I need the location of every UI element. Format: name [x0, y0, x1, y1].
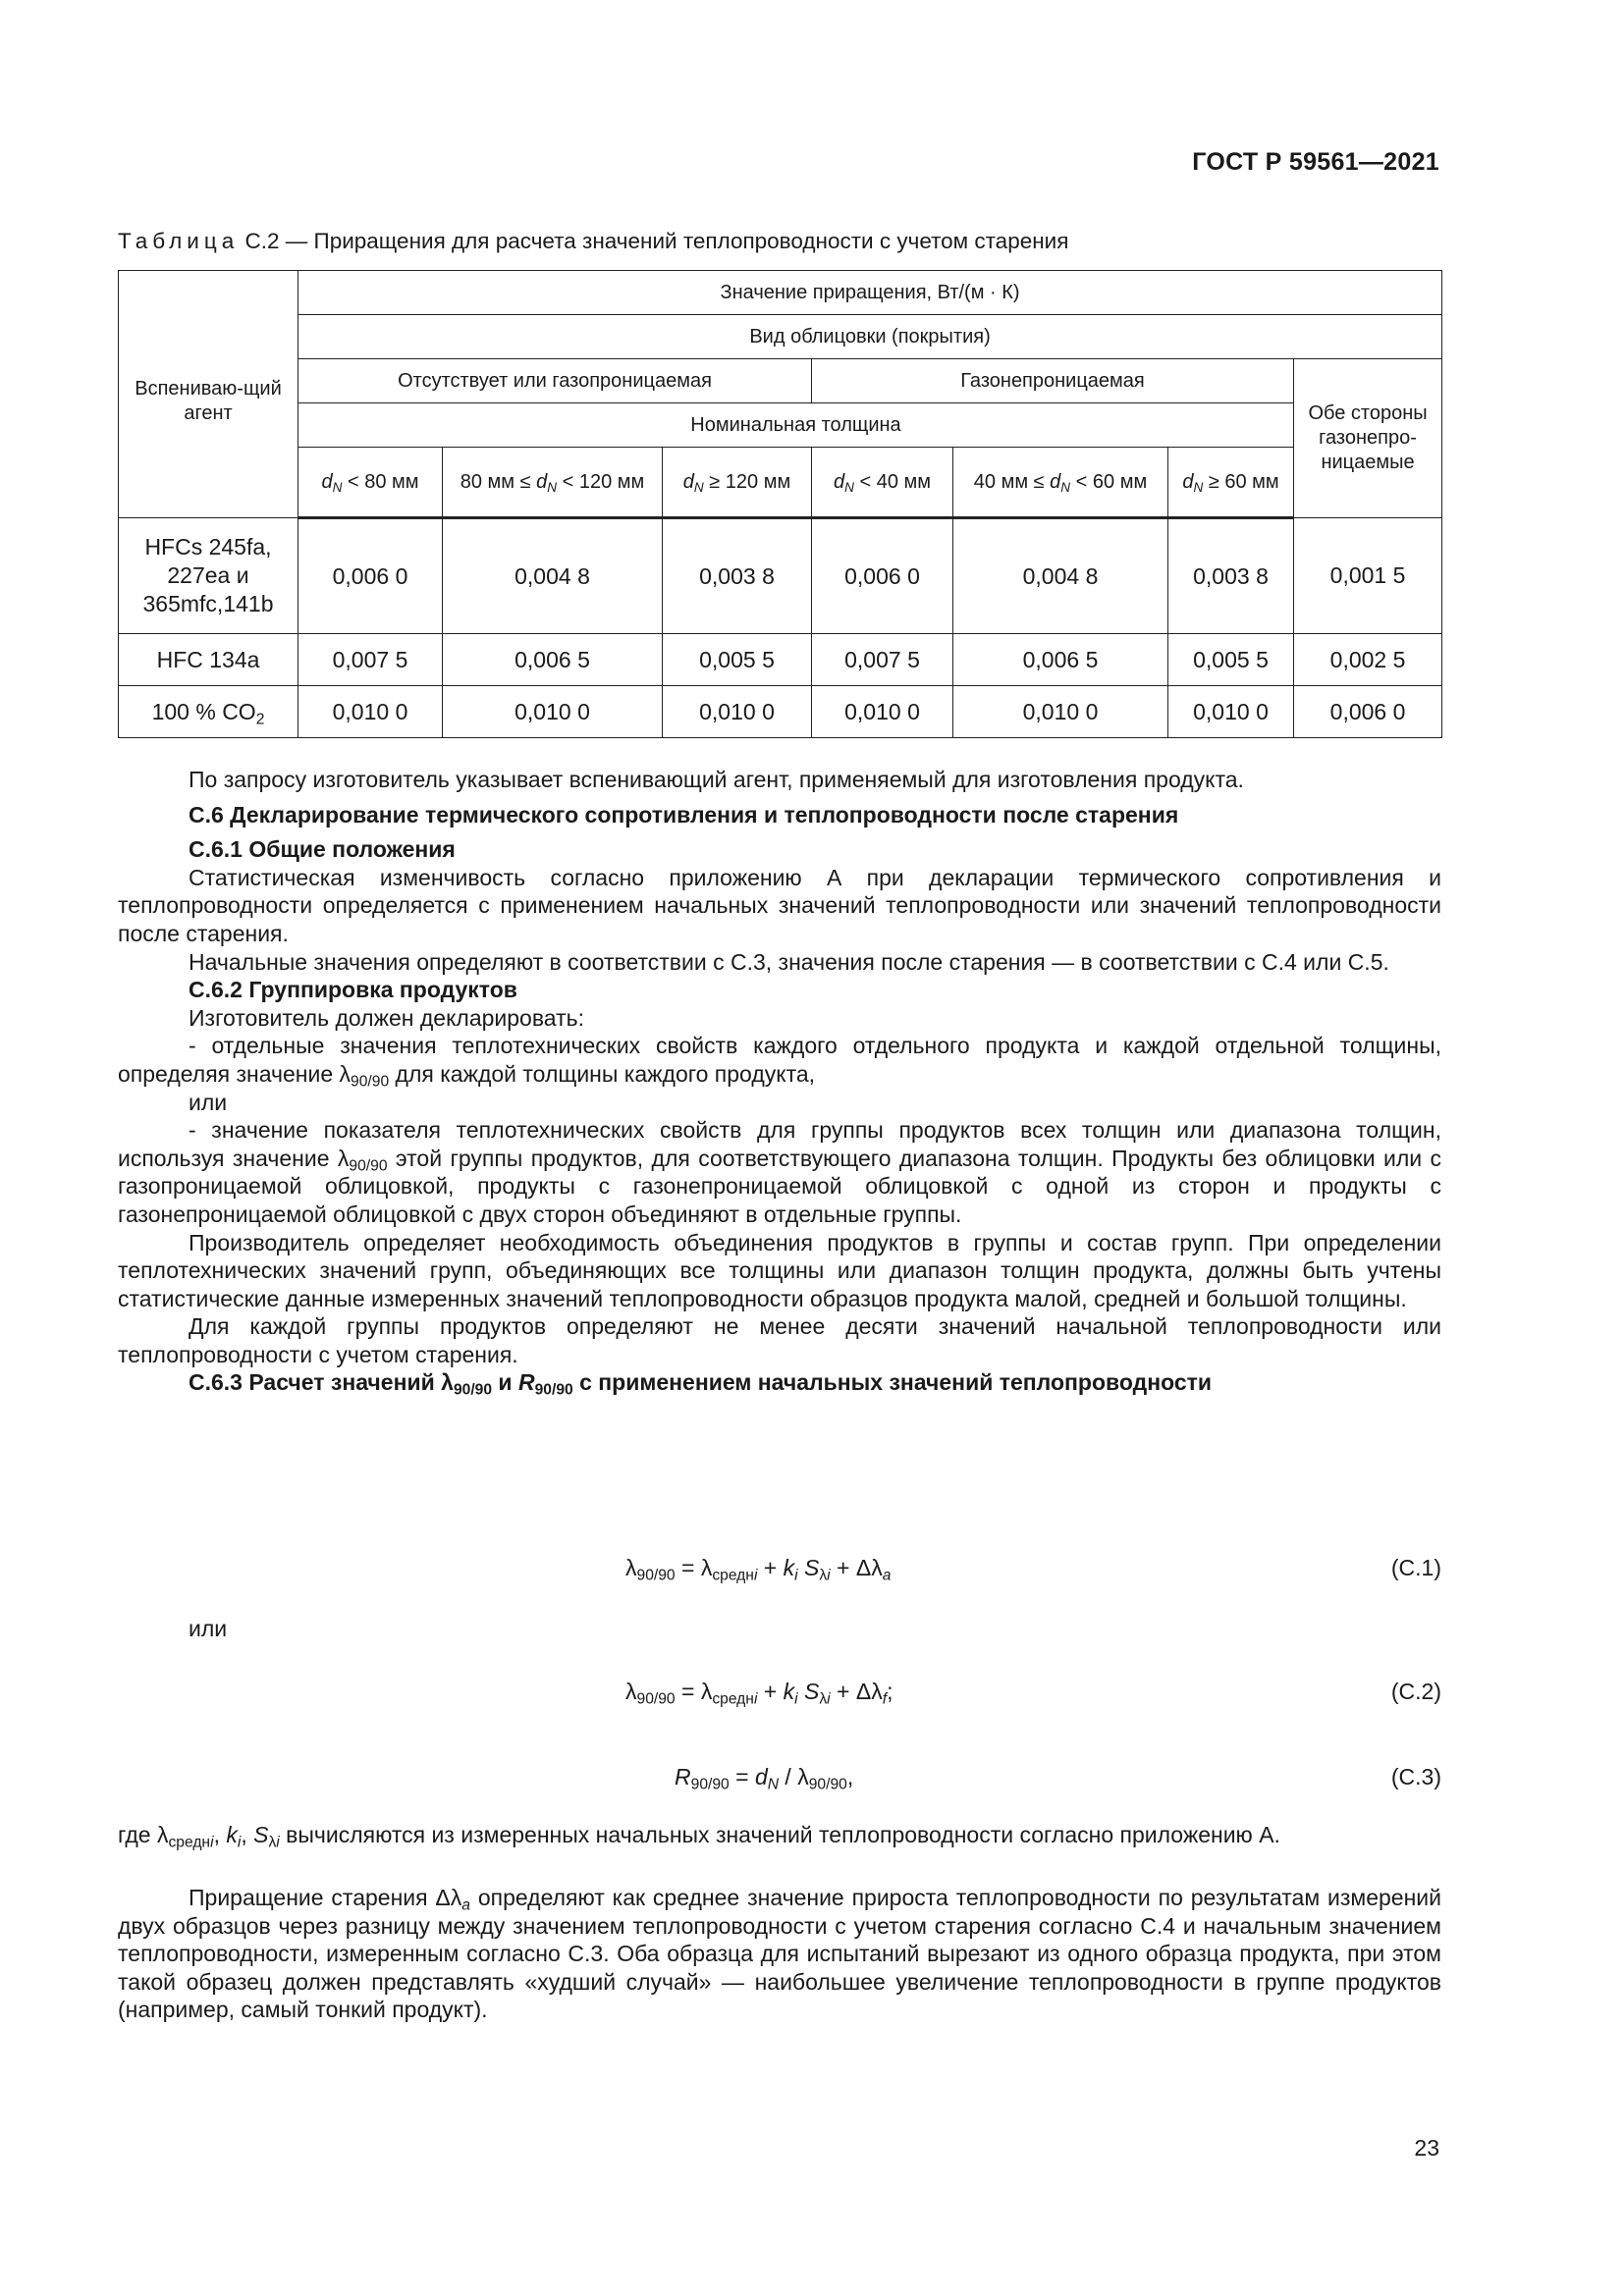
- paragraph-c6-2-b: - отдельные значения теплотехнических свойств каждого отдельного продукта и каждой отдельной толщины, определяя значение $\lambda_{90/90}$ для каждой толщины каждого продукта,: [118, 1033, 1441, 1091]
- heading-c6-3: С.6.3 Расчет значений $\lambda_{90/90}$ и $R_{90/90}$ с применением начальных значений теплопроводности: [189, 1369, 1213, 1400]
- increment-header-cell: Значение приращения, Вт/(м · К): [298, 271, 1442, 315]
- value-cell: 0,006 5: [443, 634, 663, 686]
- value-cell: 0,005 5: [1168, 634, 1294, 686]
- thickness-header-cell: Номинальная толщина: [298, 403, 1294, 448]
- value-cell: 0,001 5: [1294, 518, 1442, 634]
- value-cell: 0,010 0: [953, 686, 1168, 738]
- group-closed-cell: Газонепроницаемая: [812, 359, 1294, 403]
- thickness-col-1: $d_N < 80$ мм: [298, 448, 443, 518]
- value-cell: 0,010 0: [443, 686, 663, 738]
- value-cell: 0,004 8: [953, 518, 1168, 634]
- value-cell: 0,006 5: [953, 634, 1168, 686]
- agent-header-cell: Вспениваю-щий агент: [119, 271, 298, 518]
- table-caption-label: Таблица: [118, 229, 240, 253]
- agent-cell: 100 % $CO_2$: [119, 686, 298, 738]
- value-cell: 0,006 0: [298, 518, 443, 634]
- table-caption-text: С.2 — Приращения для расчета значений теплопроводности с учетом старения: [244, 229, 1069, 253]
- paragraph-c6-1-a: Статистическая изменчивость согласно приложению А при декларации термического сопротивления и теплопроводности определяется с применением начальных значений теплопроводности или значений теплопроводности после старения.: [118, 864, 1441, 946]
- body-text: [118, 766, 1441, 1400]
- value-cell: 0,010 0: [663, 686, 812, 738]
- standard-code: ГОСТ Р 59561—2021: [1192, 148, 1439, 176]
- thickness-col-5: 40 мм ≤ $d_N < 60$ мм: [953, 448, 1168, 518]
- agent-cell: HFCs 245fa, 227ea и 365mfc,141b: [119, 518, 298, 634]
- value-cell: 0,007 5: [298, 634, 443, 686]
- where-line: где $\lambda_{среднi}$, $k_i$, $S_{\lambda i}$ вычисляются из измеренных начальных значений теплопроводности согласно приложению А.: [118, 1822, 1280, 1851]
- formula-c2: $\lambda_{90/90} = \lambda_{среднi} + k_i$ $S_{\lambda i} + \Delta\lambda_f$;: [625, 1679, 893, 1708]
- paragraph-c6-2-c: - значение показателя теплотехнических свойств для группы продуктов всех толщин или диапазона толщин, используя значение $\lambda_{90/90}$ этой группы продуктов, для соответствующего диапазона толщин. Продукты без облицовки или с газопроницаемой облицовкой, продукты с газонепроницаемой облицовкой с одной из сторон и продукты с газонепроницаемой облицовкой с двух сторон объединяют в отдельные группы.: [118, 1117, 1441, 1227]
- formula-c3-number: (С.3): [1390, 1764, 1441, 1789]
- thickness-col-3: $d_N \ge 120$ мм: [663, 448, 812, 518]
- table-row: [119, 634, 1442, 686]
- table-caption: [118, 229, 1068, 254]
- table-row: [119, 518, 1442, 634]
- agent-cell: HFC 134a: [119, 634, 298, 686]
- thickness-col-2: 80 мм ≤ $d_N < 120$ мм: [443, 448, 663, 518]
- value-cell: 0,006 0: [812, 518, 953, 634]
- heading-c6-1: С.6.1 Общие положения: [189, 836, 456, 863]
- paragraph-or: или: [189, 1089, 228, 1115]
- value-cell: 0,003 8: [1168, 518, 1294, 634]
- value-cell: 0,010 0: [298, 686, 443, 738]
- value-cell: 0,010 0: [1168, 686, 1294, 738]
- formula-or-text: или: [189, 1616, 228, 1641]
- paragraph-request: По запросу изготовитель указывает вспенивающий агент, применяемый для изготовления продукта.: [189, 767, 1244, 792]
- value-cell: 0,007 5: [812, 634, 953, 686]
- formula-c1-number: (С.1): [1390, 1555, 1441, 1580]
- group-open-cell: Отсутствует или газопроницаемая: [298, 359, 812, 403]
- table-row: [119, 686, 1442, 738]
- formula-c2-number: (С.2): [1390, 1679, 1441, 1704]
- value-cell: 0,010 0: [812, 686, 953, 738]
- paragraph-c6-2-a: Изготовитель должен декларировать:: [189, 1004, 584, 1031]
- page-number: 23: [1414, 2135, 1439, 2161]
- heading-c6: С.6 Декларирование термического сопротивления и теплопроводности после старения: [189, 801, 1179, 828]
- aging-increment-paragraph: Приращение старения $\Delta\lambda_a$ определяют как среднее значение прироста теплопроводности по результатам измерений двух образцов через разницу между значением теплопроводности с учетом старения согласно С.4 и начальным значением теплопроводности, измеренным согласно С.3. Оба образца для испытаний вырезают из одного образца продукта, при этом такой образец должен представлять «худший случай» — наибольшее увеличение теплопроводности в группе продуктов (например, самый тонкий продукт).: [118, 1885, 1441, 2023]
- value-cell: 0,004 8: [443, 518, 663, 634]
- thickness-col-6: $d_N \ge 60$ мм: [1168, 448, 1294, 518]
- value-cell: 0,005 5: [663, 634, 812, 686]
- heading-c6-2: С.6.2 Группировка продуктов: [189, 977, 517, 1003]
- value-cell: 0,002 5: [1294, 634, 1442, 686]
- formula-c3: $R_{90/90} = d_N / \lambda_{90/90}$,: [675, 1764, 854, 1793]
- value-cell: 0,003 8: [663, 518, 812, 634]
- facing-header-cell: Вид облицовки (покрытия): [298, 315, 1442, 359]
- paragraph-c6-1-b: Начальные значения определяют в соответствии с С.3, значения после старения — в соответствии с С.4 или С.5.: [189, 948, 1389, 975]
- increment-table: [118, 270, 1442, 738]
- formula-c1: $\lambda_{90/90} = \lambda_{среднi} + k_i$ $S_{\lambda i} + \Delta\lambda_a$: [625, 1555, 892, 1584]
- value-cell: 0,006 0: [1294, 686, 1442, 738]
- both-sides-cell: Обе стороны газонепро-ницаемые: [1294, 359, 1442, 518]
- paragraph-c6-2-d: Производитель определяет необходимость объединения продуктов в группы и состав групп. При определении теплотехнических значений групп, объединяющих все толщины или диапазон толщин продукта, должны быть учтены статистические данные измеренных значений теплопроводности образцов продукта малой, средней и большой толщины.: [118, 1229, 1441, 1311]
- thickness-col-4: $d_N < 40$ мм: [812, 448, 953, 518]
- paragraph-c6-2-e: Для каждой группы продуктов определяют не менее десяти значений начальной теплопроводности или теплопроводности с учетом старения.: [118, 1313, 1441, 1367]
